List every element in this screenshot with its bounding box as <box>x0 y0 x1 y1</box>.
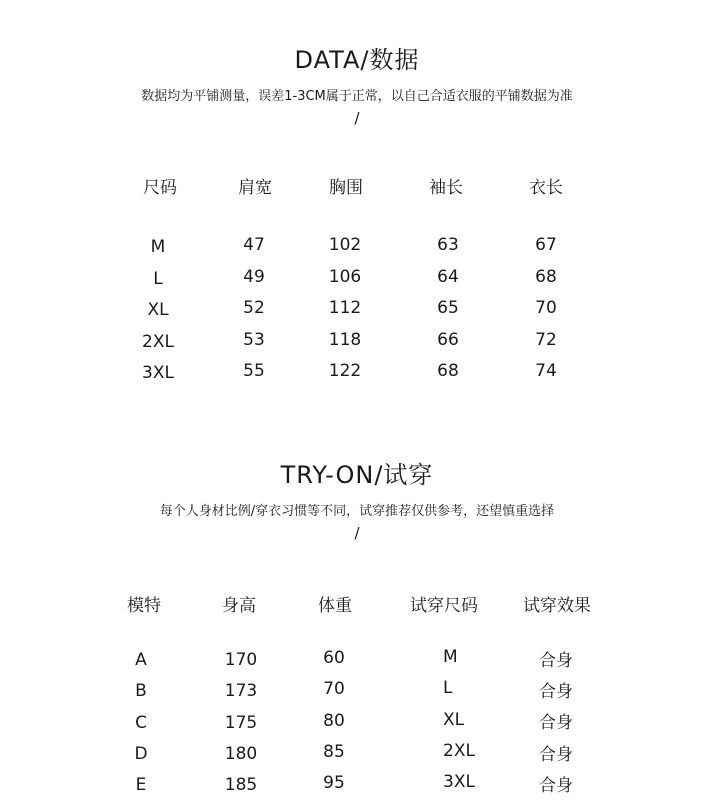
table-cell: L <box>443 678 453 698</box>
table-cell: 65 <box>437 298 459 318</box>
tryon-section-separator: / <box>354 524 360 542</box>
tryon-section-title: TRY-ON/试穿 <box>280 461 434 489</box>
tryon-section-note: 每个人身材比例/穿衣习惯等不同，试穿推荐仅供参考，还望慎重选择 <box>159 504 555 519</box>
table-cell: B <box>135 681 147 701</box>
table-cell: XL <box>147 300 169 320</box>
table-cell: 合身 <box>539 713 573 733</box>
table-cell: 118 <box>328 330 362 350</box>
table-cell: 70 <box>535 298 557 318</box>
table-cell: 95 <box>323 773 345 793</box>
table-cell: 102 <box>328 235 362 255</box>
table-cell: 合身 <box>539 776 573 796</box>
table-cell: 112 <box>328 298 362 318</box>
table-cell: 175 <box>224 713 258 733</box>
table-cell: 68 <box>437 361 459 381</box>
table-cell: 170 <box>224 650 258 670</box>
table-cell: 106 <box>328 267 362 287</box>
table-cell: 173 <box>224 681 258 701</box>
table-cell: 2XL <box>443 741 475 761</box>
table-cell: 合身 <box>539 745 573 765</box>
size-section-title: DATA/数据 <box>294 46 420 74</box>
table-cell: 66 <box>437 330 459 350</box>
size-section-separator: / <box>354 109 360 127</box>
table-cell: 63 <box>437 235 459 255</box>
table-cell: E <box>135 775 147 795</box>
table-cell: 53 <box>243 330 265 350</box>
tryon-header-fit: 试穿效果 <box>523 596 591 616</box>
table-cell: 55 <box>243 361 265 381</box>
table-cell: 80 <box>323 711 345 731</box>
size-header-sleeve: 袖长 <box>429 178 463 198</box>
table-cell: 3XL <box>142 363 174 383</box>
table-cell: 2XL <box>142 332 174 352</box>
table-cell: 74 <box>535 361 557 381</box>
table-cell: A <box>135 650 147 670</box>
table-cell: 68 <box>535 267 557 287</box>
table-cell: XL <box>443 710 465 730</box>
table-cell: 64 <box>437 267 459 287</box>
size-header-length: 衣长 <box>529 178 563 198</box>
table-cell: L <box>153 269 163 289</box>
table-cell: C <box>135 713 147 733</box>
table-cell: 122 <box>328 361 362 381</box>
size-header-size: 尺码 <box>143 178 177 198</box>
tryon-header-height: 身高 <box>222 596 256 616</box>
tryon-header-model: 模特 <box>127 596 161 616</box>
table-cell: 49 <box>243 267 265 287</box>
table-cell: 合身 <box>539 651 573 671</box>
table-cell: 47 <box>243 235 265 255</box>
size-header-shoulder: 肩宽 <box>238 178 272 198</box>
tryon-header-size: 试穿尺码 <box>410 596 478 616</box>
table-cell: D <box>134 744 148 764</box>
size-section-note: 数据均为平铺测量，误差1-3CM属于正常，以自己合适衣服的平铺数据为准 <box>141 89 573 104</box>
table-cell: 3XL <box>443 772 475 792</box>
table-cell: 85 <box>323 742 345 762</box>
table-cell: 70 <box>323 679 345 699</box>
table-cell: M <box>443 647 458 667</box>
tryon-header-weight: 体重 <box>318 596 352 616</box>
table-cell: 72 <box>535 330 557 350</box>
table-cell: 180 <box>224 744 258 764</box>
table-cell: 合身 <box>539 682 573 702</box>
size-header-chest: 胸围 <box>329 178 363 198</box>
table-cell: 185 <box>224 775 258 795</box>
table-cell: 52 <box>243 298 265 318</box>
table-cell: 67 <box>535 235 557 255</box>
table-cell: 60 <box>323 648 345 668</box>
table-cell: M <box>150 237 166 257</box>
